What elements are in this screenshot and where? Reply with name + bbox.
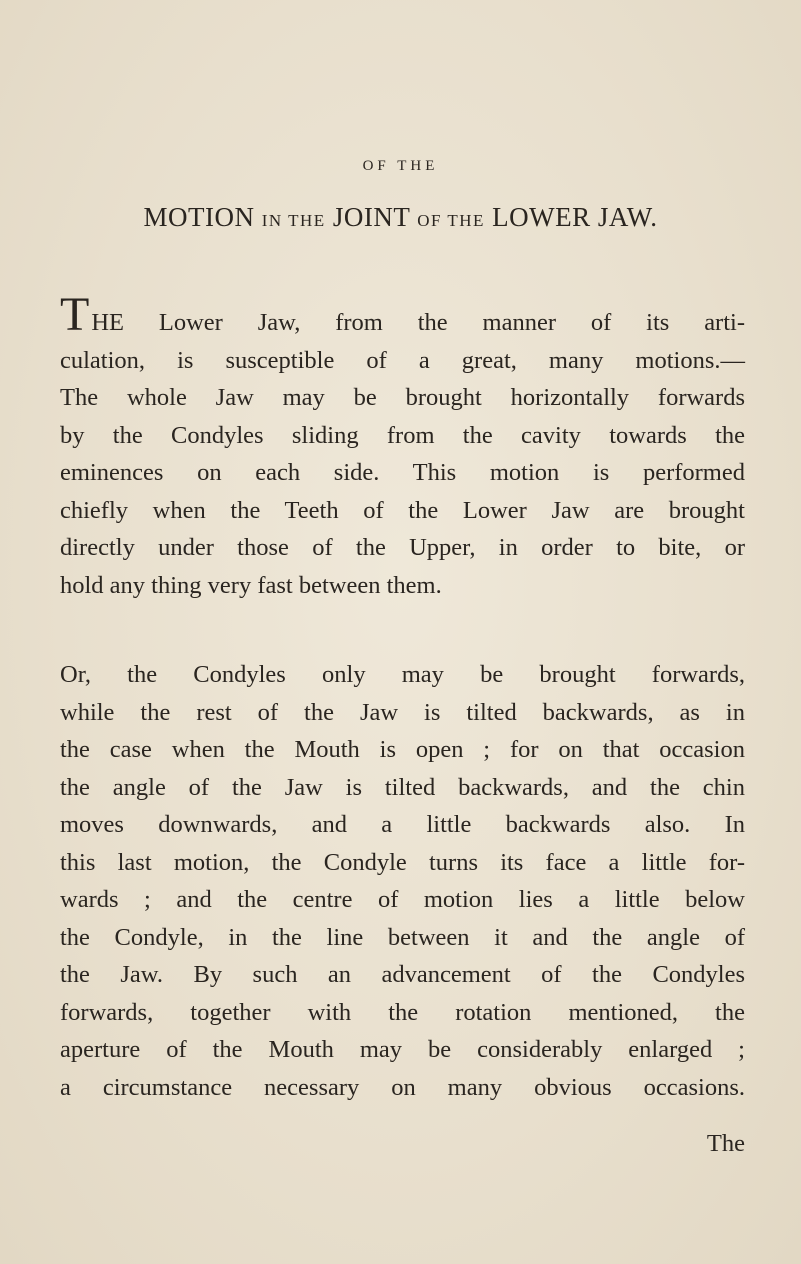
text-line: the Condyle, in the line between it and the angle of (60, 923, 745, 951)
title-word-of-the: OF THE (417, 211, 485, 230)
text-line: the angle of the Jaw is tilted backwards, and the chin (60, 773, 745, 801)
text-line: The whole Jaw may be brought horizontally forwards (60, 384, 745, 411)
text-line: hold any thing very fast between them. (60, 571, 442, 599)
text-line-content: HE Lower Jaw, from the manner of its arti- (91, 309, 745, 336)
text-line: a circumstance necessary on many obvious occasions. (60, 1073, 745, 1101)
text-line: culation, is susceptible of a great, many motions.— (60, 346, 745, 374)
title-word-motion: MOTION (143, 202, 255, 232)
title-word-in-the: IN THE (261, 211, 326, 230)
title-word-lower-jaw: LOWER JAW. (492, 202, 658, 232)
paragraph-2 (60, 656, 745, 1106)
paragraph-1 (60, 288, 745, 604)
text-line (60, 288, 745, 342)
chapter-title (0, 202, 801, 233)
text-line: chiefly when the Teeth of the Lower Jaw are brought (60, 496, 745, 524)
text-line: the Jaw. By such an advancement of the Condyles (60, 961, 745, 988)
text-line: directly under those of the Upper, in order to bite, or (60, 534, 745, 561)
text-line: aperture of the Mouth may be considerably enlarged ; (60, 1036, 745, 1063)
drop-cap: T (60, 288, 90, 341)
text-line: wards ; and the centre of motion lies a little below (60, 886, 745, 913)
text-line: Or, the Condyles only may be brought forwards, (60, 661, 745, 688)
catchword: The (706, 1130, 745, 1157)
text-line: by the Condyles sliding from the cavity towards the (60, 421, 745, 449)
text-line: the case when the Mouth is open ; for on that occasion (60, 736, 745, 763)
title-word-joint: JOINT (332, 202, 410, 232)
text-line: forwards, together with the rotation mentioned, the (60, 998, 745, 1026)
text-line: this last motion, the Condyle turns its face a little for- (60, 848, 745, 876)
text-line: moves downwards, and a little backwards also. In (60, 811, 745, 838)
text-line: eminences on each side. This motion is performed (60, 459, 745, 486)
text-line: while the rest of the Jaw is tilted backwards, as in (60, 698, 745, 726)
section-prefix: OF THE (362, 158, 439, 174)
